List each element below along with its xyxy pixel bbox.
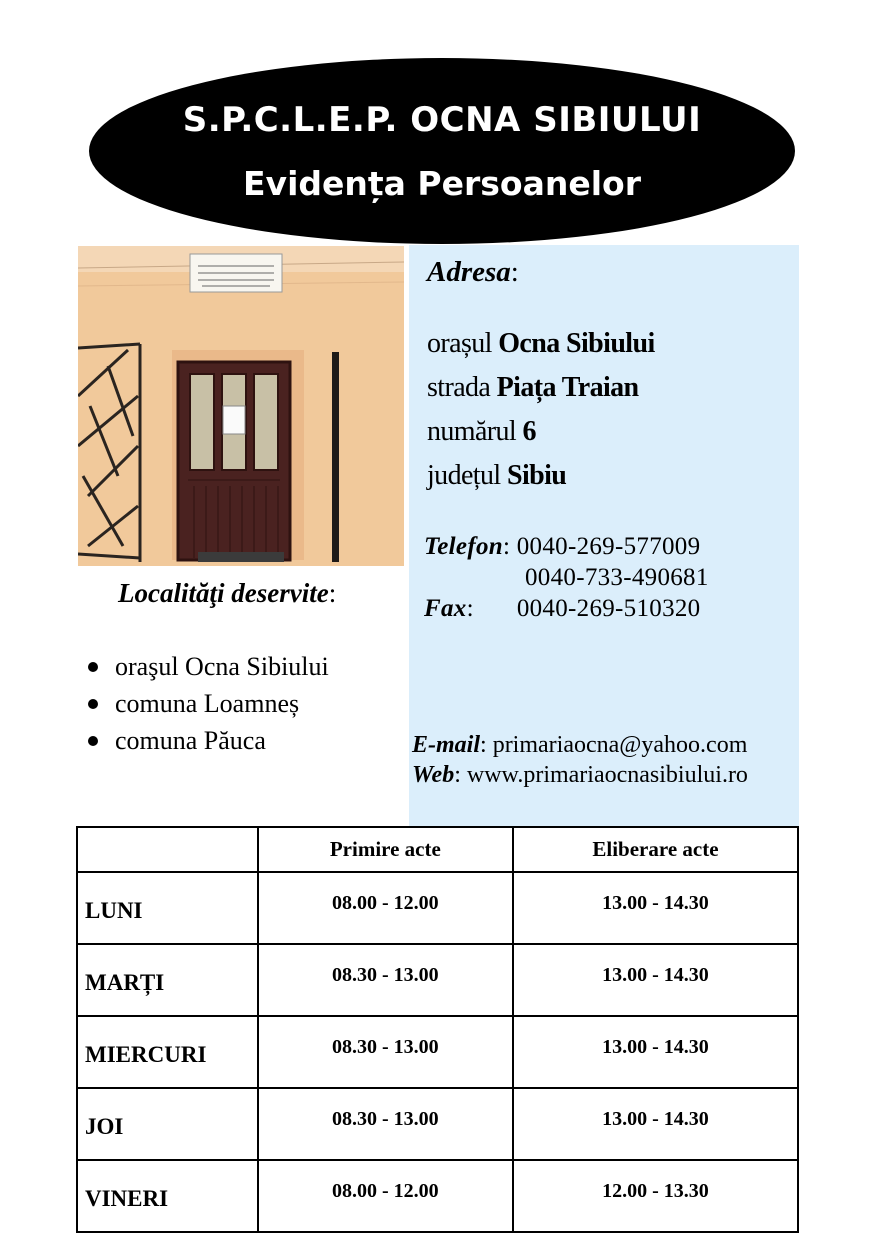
table-header-row xyxy=(77,827,798,872)
table-row xyxy=(77,1088,798,1160)
primire-cell: 08.30 - 13.00 xyxy=(258,1016,513,1088)
eliberare-cell: 13.00 - 14.30 xyxy=(513,944,798,1016)
eliberare-cell: 12.00 - 13.30 xyxy=(513,1160,798,1232)
phone-number-1: 0040-269-577009 xyxy=(516,533,701,560)
table-header-eliberare: Eliberare acte xyxy=(513,827,798,872)
list-item: comuna Loamneș xyxy=(84,685,329,722)
entrance-illustration xyxy=(78,246,404,566)
localities-heading: Localităţi deservite: xyxy=(118,578,337,608)
day-cell: LUNI xyxy=(77,872,258,944)
table-row xyxy=(77,1016,798,1088)
primire-cell: 08.00 - 12.00 xyxy=(258,1160,513,1232)
office-entrance-photo xyxy=(78,246,404,566)
day-cell: MARȚI xyxy=(77,944,258,1016)
web-line: Web: www.primariaocnasibiului.ro xyxy=(412,762,748,788)
eliberare-cell: 13.00 - 14.30 xyxy=(513,872,798,944)
primire-cell: 08.00 - 12.00 xyxy=(258,872,513,944)
email-address: primariaocna@yahoo.com xyxy=(492,732,748,758)
email-line: E-mail: primariaocna@yahoo.com xyxy=(412,732,748,758)
table-row xyxy=(77,872,798,944)
phone-line-1: Telefon: 0040-269-577009 xyxy=(424,533,701,560)
eliberare-cell: 13.00 - 14.30 xyxy=(513,1088,798,1160)
fax-number: 0040-269-510320 xyxy=(516,595,701,622)
eliberare-cell: 13.00 - 14.30 xyxy=(513,1016,798,1088)
day-cell: VINERI xyxy=(77,1160,258,1232)
fax-line: Fax: 0040-269-510320 xyxy=(424,595,701,622)
address-number: numărul 6 xyxy=(427,416,536,447)
phone-number-2: 0040-733-490681 xyxy=(525,564,709,591)
day-cell: JOI xyxy=(77,1088,258,1160)
address-city: orașul Ocna Sibiului xyxy=(427,328,655,359)
table-header-primire: Primire acte xyxy=(258,827,513,872)
primire-cell: 08.30 - 13.00 xyxy=(258,944,513,1016)
localities-list xyxy=(84,648,329,759)
page-subtitle: Evidența Persoanelor xyxy=(243,164,641,203)
address-county: județul Sibiu xyxy=(427,460,567,491)
schedule-table xyxy=(76,826,799,1233)
web-address: www.primariaocnasibiului.ro xyxy=(466,762,748,788)
address-street: strada Piața Traian xyxy=(427,372,639,403)
page-title: S.P.C.L.E.P. OCNA SIBIULUI xyxy=(182,100,702,140)
table-row xyxy=(77,1160,798,1232)
table-row xyxy=(77,944,798,1016)
list-item: oraşul Ocna Sibiului xyxy=(84,648,329,685)
header-banner xyxy=(89,58,795,244)
day-cell: MIERCURI xyxy=(77,1016,258,1088)
address-heading: Adresa: xyxy=(427,256,519,288)
phone-line-2 xyxy=(525,564,709,592)
table-header-empty xyxy=(77,827,258,872)
list-item: comuna Păuca xyxy=(84,722,329,759)
primire-cell: 08.30 - 13.00 xyxy=(258,1088,513,1160)
